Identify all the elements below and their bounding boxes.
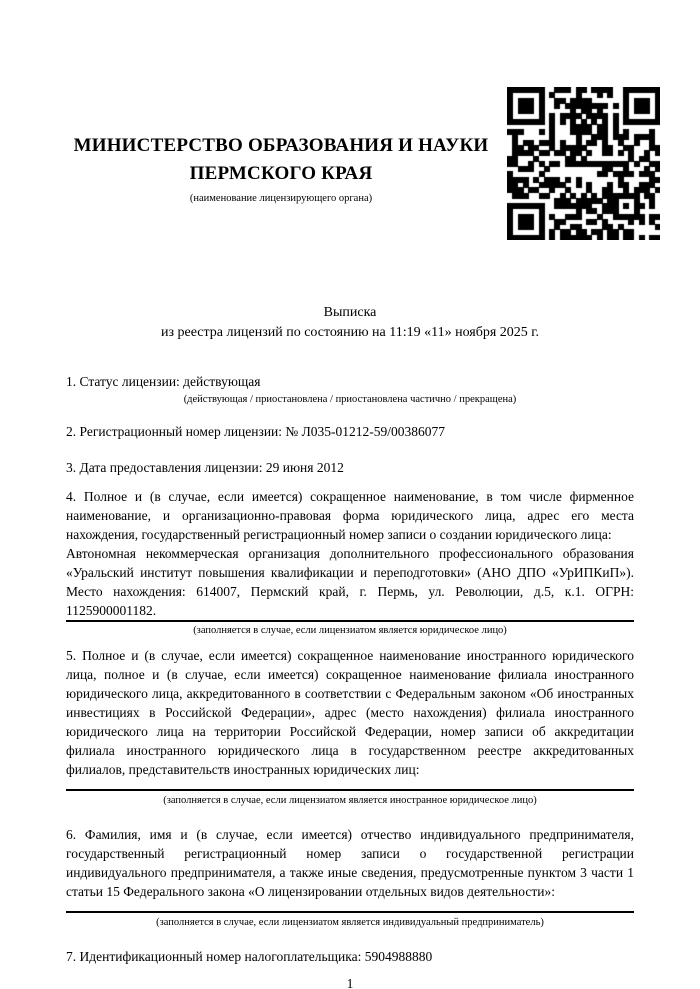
foreign-entity-question: 5. Полное и (в случае, если имеется) сокращенное наименование иностранного юридического лица, полное и (в случае, если имеется) сокращенное наименование филиала иностранного юридического лица, аккредитованного в соответствии с Федеральным законом «Об иностранных инвестициях в Российской Федерации», адрес (место нахождения) филиала иностранного юридического лица на территории Российской Федерации, номер записи об аккредитации филиала иностранного юридического лица в государственном реестре аккредитованных филиалов, представительств иностранных юридических лиц:: [66, 648, 634, 777]
registration-number-text: 2. Регистрационный номер лицензии: № Л035-01212-59/00386077: [66, 424, 446, 439]
ministry-name: [66, 132, 496, 188]
license-status-caption: (действующая / приостановлена / приостановлена частично / прекращена): [183, 394, 517, 405]
section-foreign-entity: [66, 646, 634, 807]
entrepreneur-caption: (заполняется в случае, если лицензиатом является индивидуальный предприниматель): [156, 917, 544, 928]
blank-fill-line: [66, 779, 634, 791]
qr-code: [507, 87, 660, 240]
taxpayer-number-text: 7. Идентификационный номер налогоплательщика: 5904988880: [66, 949, 433, 964]
legal-entity-question: 4. Полное и (в случае, если имеется) сокращенное наименование, в том числе фирменное наименование, и организационно-правовая форма юридического лица, адрес его места нахождения, государственный регистрационный номер записи о создании юридического лица:: [66, 489, 634, 542]
license-status-text: 1. Статус лицензии: действующая: [66, 374, 261, 389]
ministry-header: [66, 0, 496, 205]
grant-date-text: 3. Дата предоставления лицензии: 29 июня 2012: [66, 460, 344, 475]
licensing-authority-caption: (наименование лицензирующего органа): [189, 193, 373, 204]
foreign-entity-caption: (заполняется в случае, если лицензиатом является иностранное юридическое лицо): [163, 795, 537, 806]
legal-entity-caption: (заполняется в случае, если лицензиатом является юридическое лицо): [193, 625, 507, 636]
section-grant-date: [66, 458, 634, 477]
document-title: Выписка: [323, 305, 377, 320]
document-title-date-line: из реестра лицензий по состоянию на 11:19 «11» ноября 2025 г.: [161, 325, 539, 340]
blank-fill-line: [66, 901, 634, 913]
section-individual-entrepreneur: [66, 825, 634, 929]
ministry-name-line1: МИНИСТЕРСТВО ОБРАЗОВАНИЯ И НАУКИ: [73, 135, 489, 156]
section-license-status: [66, 372, 634, 406]
entrepreneur-question: 6. Фамилия, имя и (в случае, если имеется) отчество индивидуального предпринимателя, государственный регистрационный номер записи о государственной регистрации индивидуального предпринимателя, а также иные сведения, предусмотренные пунктом 3 части 1 статьи 15 Федерального закона «О лицензировании отдельных видов деятельности»:: [66, 827, 634, 899]
document-title-block: [66, 303, 634, 343]
page-number: 1: [346, 976, 354, 989]
section-taxpayer-number: [66, 947, 634, 966]
section-legal-entity: [66, 487, 634, 637]
legal-entity-value: Автономная некоммерческая организация дополнительного профессионального образования «Уральский институт повышения квалификации и переподготовки» (АНО ДПО «УрИПКиП»). Место нахождения: 614007, Пермский край, г. Пермь, ул. Революции, д.5, к.1. ОГРН: 1125900001182.: [66, 544, 634, 622]
ministry-name-line2: ПЕРМСКОГО КРАЯ: [189, 163, 373, 184]
section-registration-number: [66, 422, 634, 441]
